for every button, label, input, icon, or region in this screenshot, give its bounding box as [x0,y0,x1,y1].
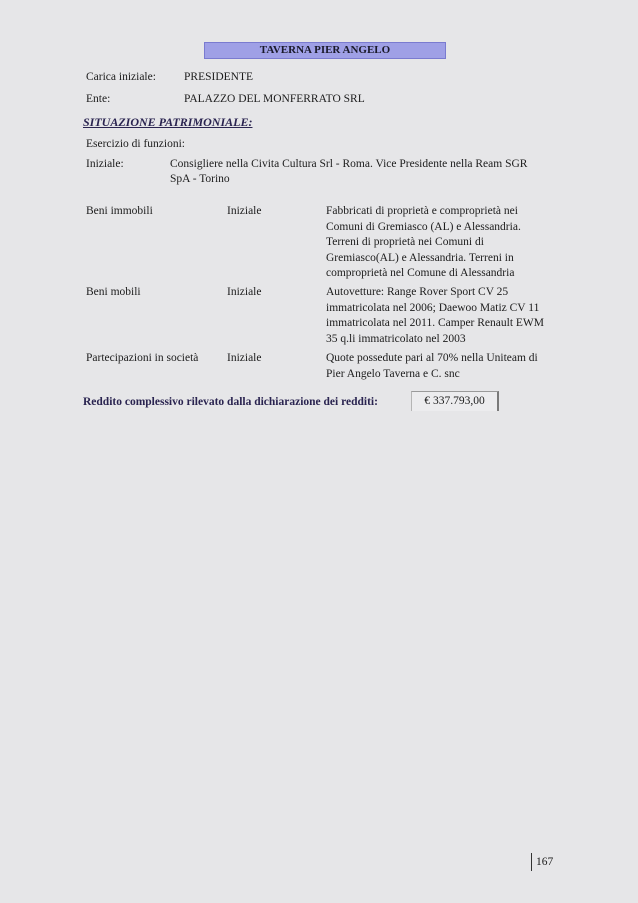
row-description [326,204,521,282]
page-number-divider [531,853,532,871]
row-status: Iniziale [227,205,262,217]
iniziale-value-line: Consigliere nella Civita Cultura Srl - Roma. Vice Presidente nella Ream SGR [170,158,528,170]
esercizio-label: Esercizio di funzioni: [86,138,185,150]
row-description-line: Quote possedute pari al 70% nella Uniteam di [326,352,538,364]
row-description-line: Pier Angelo Taverna e C. snc [326,367,460,380]
reddito-value: € 337.793,00 [411,391,499,411]
ente-value: PALAZZO DEL MONFERRATO SRL [184,93,365,105]
row-description-line: Fabbricati di proprietà e comproprietà nei [326,205,518,217]
iniziale-value-line: SpA - Torino [170,173,230,185]
row-description-line: comproprietà nel Comune di Alessandria [326,267,515,279]
row-description-line: Gremiasco(AL) e Alessandria. Terreni in [326,251,514,264]
carica-label: Carica iniziale: [86,71,156,83]
row-status: Iniziale [227,352,262,364]
reddito-label: Reddito complessivo rilevato dalla dichiarazione dei redditi: [83,396,378,408]
section-heading: SITUAZIONE PATRIMONIALE: [83,115,253,129]
iniziale-label: Iniziale: [86,158,124,170]
row-description-line: immatricolata nel 2006; Daewoo Matiz CV 11 [326,301,540,314]
row-status: Iniziale [227,286,262,298]
row-category: Beni immobili [86,205,153,217]
row-description-line: Comuni di Gremiasco (AL) e Alessandria. [326,220,521,233]
row-description [326,285,544,347]
row-description [326,351,538,382]
row-description-line: Autovetture: Range Rover Sport CV 25 [326,286,509,298]
carica-value: PRESIDENTE [184,71,253,83]
page-number: 167 [536,856,554,868]
page-title: TAVERNA PIER ANGELO [204,42,446,59]
row-description-line: immatricolata nel 2011. Camper Renault EWM [326,317,545,329]
row-description-line: 35 q.li immatricolato nel 2003 [326,332,466,345]
row-category: Beni mobili [86,286,141,298]
ente-label: Ente: [86,93,111,105]
row-category: Partecipazioni in società [86,352,199,364]
row-description-line: Terreni di proprietà nei Comuni di [326,236,484,248]
